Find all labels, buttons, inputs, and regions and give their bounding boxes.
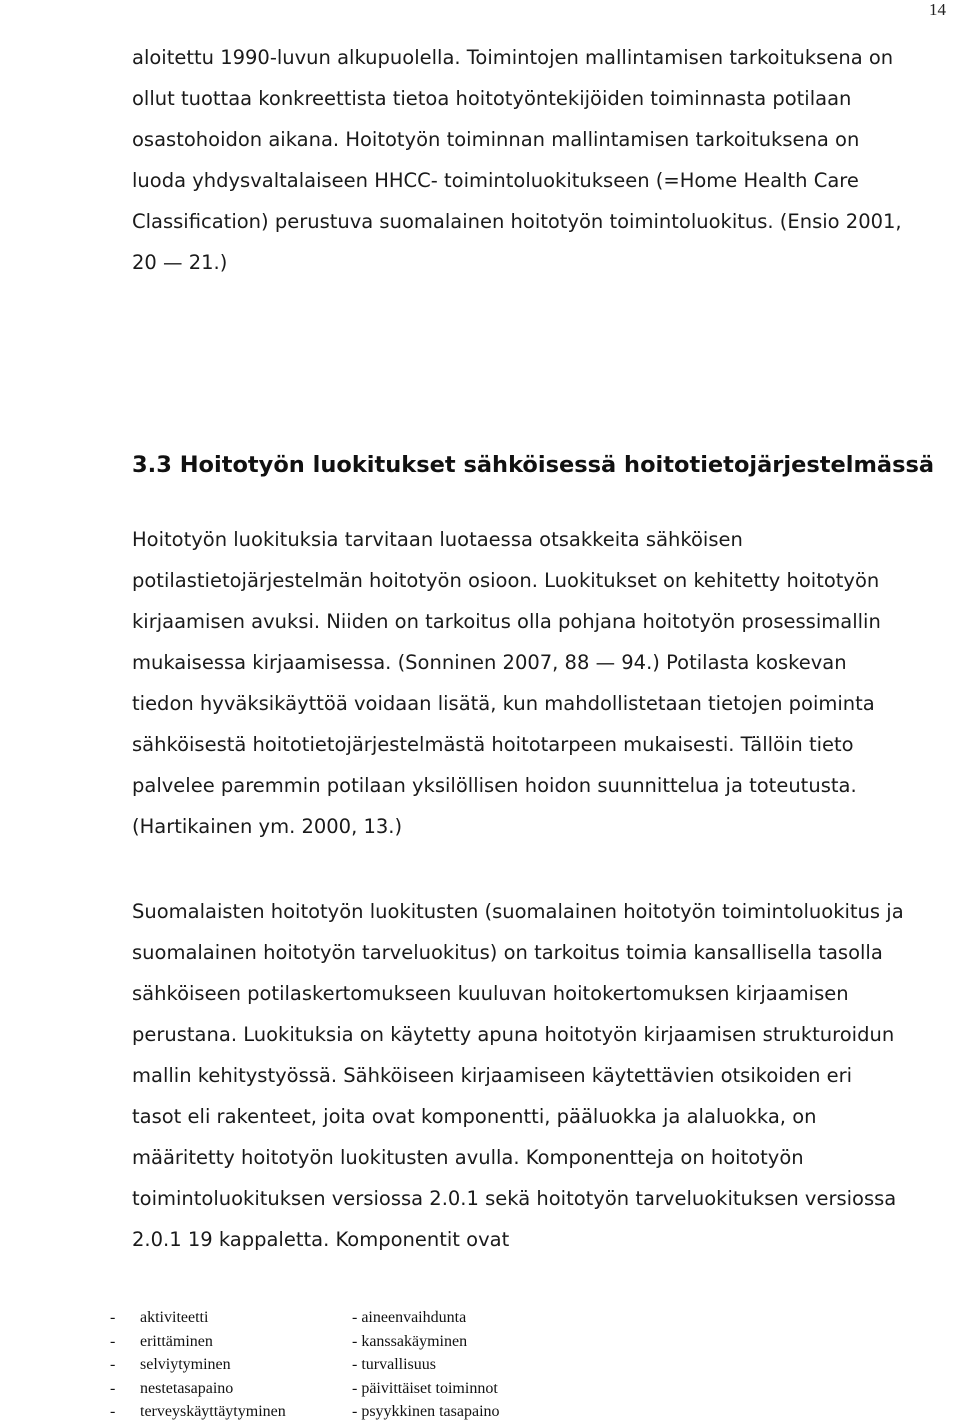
text-line: sähköisestä hoitotietojärjestelmästä hoitotarpeen mukaisesti. Tällöin tieto xyxy=(132,733,854,756)
list-item-label: erittäminen xyxy=(140,1332,213,1350)
text-line: 2.0.1 19 kappaletta. Komponentit ovat xyxy=(132,1228,510,1251)
text-line: osastohoidon aikana. Hoitotyön toiminnan mallintamisen tarkoituksena on xyxy=(132,128,860,151)
text-line: potilastietojärjestelmän hoitotyön osioon. Luokitukset on kehitetty hoitotyön xyxy=(132,569,880,592)
list-dash: - xyxy=(110,1332,116,1350)
text-line: mukaisessa kirjaamisessa. (Sonninen 2007, 88 — 94.) Potilasta koskevan xyxy=(132,651,847,674)
list-dash: - xyxy=(110,1379,116,1397)
text-line: (Hartikainen ym. 2000, 13.) xyxy=(132,815,403,838)
text-line: Suomalaisten hoitotyön luokitusten (suomalainen hoitotyön toimintoluokitus ja xyxy=(132,900,904,923)
list-item: - psyykkinen tasapaino xyxy=(352,1403,500,1421)
list-item-label: selviytyminen xyxy=(140,1356,231,1374)
list-item xyxy=(110,1330,286,1354)
list-dash: - xyxy=(110,1309,116,1326)
list-item: - aineenvaihdunta xyxy=(352,1309,467,1326)
list-item xyxy=(110,1400,286,1424)
paragraph-3 xyxy=(132,891,952,1260)
text-line: palvelee paremmin potilaan yksilöllisen hoidon suunnittelua ja toteutusta. xyxy=(132,774,857,797)
list-item xyxy=(110,1353,286,1377)
list-item-label: nestetasapaino xyxy=(140,1379,234,1397)
text-line: 20 — 21.) xyxy=(132,251,228,274)
list-item: - päivittäiset toiminnot xyxy=(352,1379,498,1397)
text-line: suomalainen hoitotyön tarveluokitus) on tarkoitus toimia kansallisella tasolla xyxy=(132,941,883,964)
list-item: - turvallisuus xyxy=(352,1356,436,1374)
page-number: 14 xyxy=(929,0,946,19)
text-line: tiedon hyväksikäyttöä voidaan lisätä, kun mahdollistetaan tietojen poiminta xyxy=(132,692,875,715)
component-list-right xyxy=(352,1306,500,1424)
text-line: Hoitotyön luokituksia tarvitaan luotaessa otsakkeita sähköisen xyxy=(132,528,743,551)
text-line: perustana. Luokituksia on käytetty apuna hoitotyön kirjaamisen strukturoidun xyxy=(132,1023,895,1046)
text-line: aloitettu 1990-luvun alkupuolella. Toimintojen mallintamisen tarkoituksena on xyxy=(132,46,894,69)
list-dash: - xyxy=(110,1403,116,1421)
text-line: määritetty hoitotyön luokitusten avulla. Komponentteja on hoitotyön xyxy=(132,1146,804,1169)
text-line: tasot eli rakenteet, joita ovat komponentti, pääluokka ja alaluokka, on xyxy=(132,1105,817,1128)
paragraph-1 xyxy=(132,37,952,283)
text-line: luoda yhdysvaltalaiseen HHCC- toimintoluokitukseen (=Home Health Care xyxy=(132,169,859,192)
paragraph-2 xyxy=(132,519,952,847)
text-line: Classification) perustuva suomalainen hoitotyön toimintoluokitus. (Ensio 2001, xyxy=(132,210,902,233)
text-line: sähköiseen potilaskertomukseen kuuluvan hoitokertomuksen kirjaamisen xyxy=(132,982,849,1005)
text-line: kirjaamisen avuksi. Niiden on tarkoitus olla pohjana hoitotyön prosessimallin xyxy=(132,610,881,633)
section-heading: 3.3 Hoitotyön luokitukset sähköisessä hoitotietojärjestelmässä xyxy=(132,452,935,478)
list-item: - kanssakäyminen xyxy=(352,1332,468,1350)
list-dash: - xyxy=(110,1356,116,1374)
component-list-left xyxy=(110,1306,286,1424)
list-item-label: aktiviteetti xyxy=(140,1309,209,1326)
list-item xyxy=(110,1377,286,1401)
text-line: mallin kehitystyössä. Sähköiseen kirjaamiseen käytettävien otsikoiden eri xyxy=(132,1064,853,1087)
text-line: toimintoluokituksen versiossa 2.0.1 sekä hoitotyön tarveluokituksen versiossa xyxy=(132,1187,897,1210)
list-item-label: terveyskäyttäytyminen xyxy=(140,1403,286,1421)
list-item xyxy=(110,1306,286,1330)
text-line: ollut tuottaa konkreettista tietoa hoitotyöntekijöiden toiminnasta potilaan xyxy=(132,87,852,110)
